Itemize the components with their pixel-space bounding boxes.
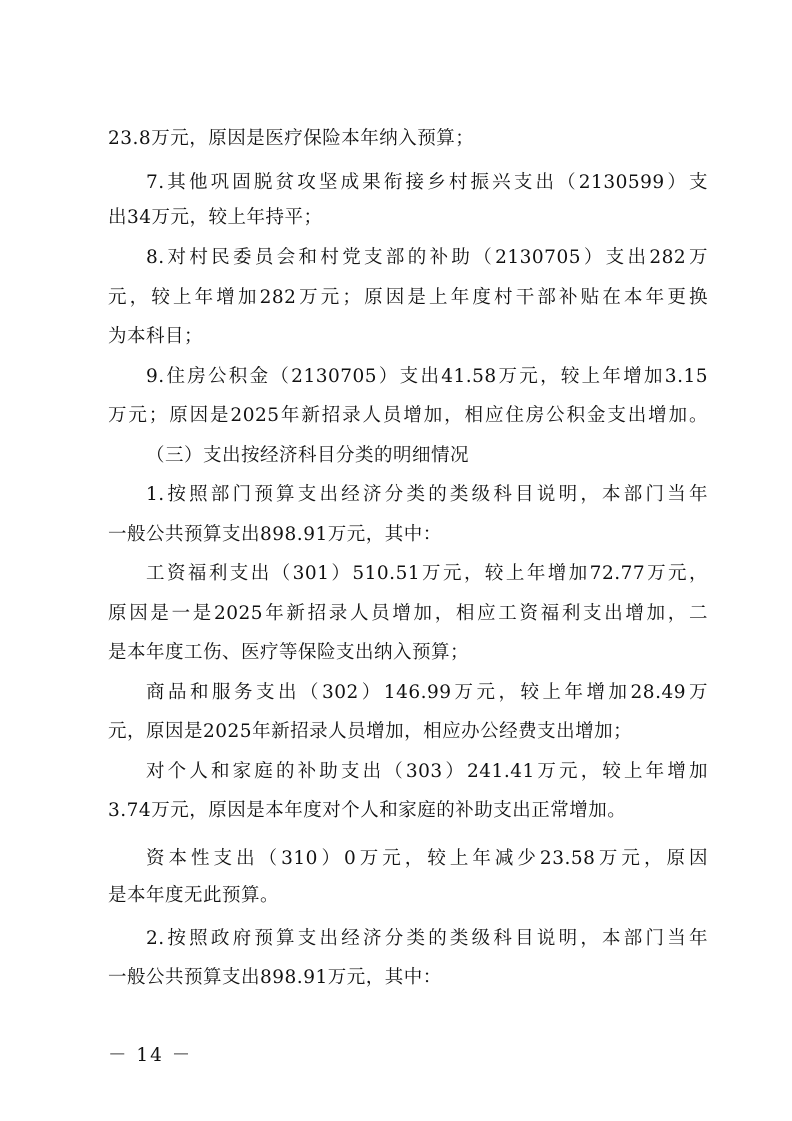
text-line: 元，较上年增加282万元；原因是上年度村干部补贴在本年更换	[108, 287, 708, 308]
text-line: 商品和服务支出（302）146.99万元，较上年增加28.49万	[146, 682, 708, 703]
text-line: 23.8万元，原因是医疗保险本年纳入预算；	[108, 128, 475, 149]
text-line: 原因是一是2025年新招录人员增加，相应工资福利支出增加，二	[108, 603, 708, 624]
text-line: 是本年度无此预算。	[108, 885, 280, 906]
text-line: 7.其他巩固脱贫攻坚成果衔接乡村振兴支出（2130599）支	[146, 172, 708, 193]
text-line: 2.按照政府预算支出经济分类的类级科目说明，本部门当年	[146, 928, 708, 949]
text-line: 是本年度工伤、医疗等保险支出纳入预算；	[108, 642, 470, 663]
page-number: － 14 －	[108, 1045, 193, 1066]
text-line: 资本性支出（310）0万元，较上年减少23.58万元，原因	[146, 848, 708, 869]
text-line: 1.按照部门预算支出经济分类的类级科目说明，本部门当年	[146, 484, 708, 505]
text-line: 一般公共预算支出898.91万元，其中：	[108, 524, 442, 545]
text-line: 万元；原因是2025年新招录人员增加，相应住房公积金支出增加。	[108, 405, 708, 426]
text-line: 为本科目；	[108, 326, 204, 347]
text-line: 9.住房公积金（2130705）支出41.58万元，较上年增加3.15	[146, 366, 708, 387]
text-line: 8.对村民委员会和村党支部的补助（2130705）支出282万	[146, 247, 708, 268]
text-line: 工资福利支出（301）510.51万元，较上年增加72.77万元，	[146, 563, 708, 584]
text-line: 一般公共预算支出898.91万元，其中：	[108, 967, 442, 988]
text-line: 元，原因是2025年新招录人员增加，相应办公经费支出增加；	[108, 721, 633, 742]
text-line: 对个人和家庭的补助支出（303）241.41万元，较上年增加	[146, 761, 708, 782]
text-line: 出34万元，较上年持平；	[108, 207, 323, 228]
section-heading: （三）支出按经济科目分类的明细情况	[146, 445, 470, 466]
text-line: 3.74万元，原因是本年度对个人和家庭的补助支出正常增加。	[108, 800, 627, 821]
